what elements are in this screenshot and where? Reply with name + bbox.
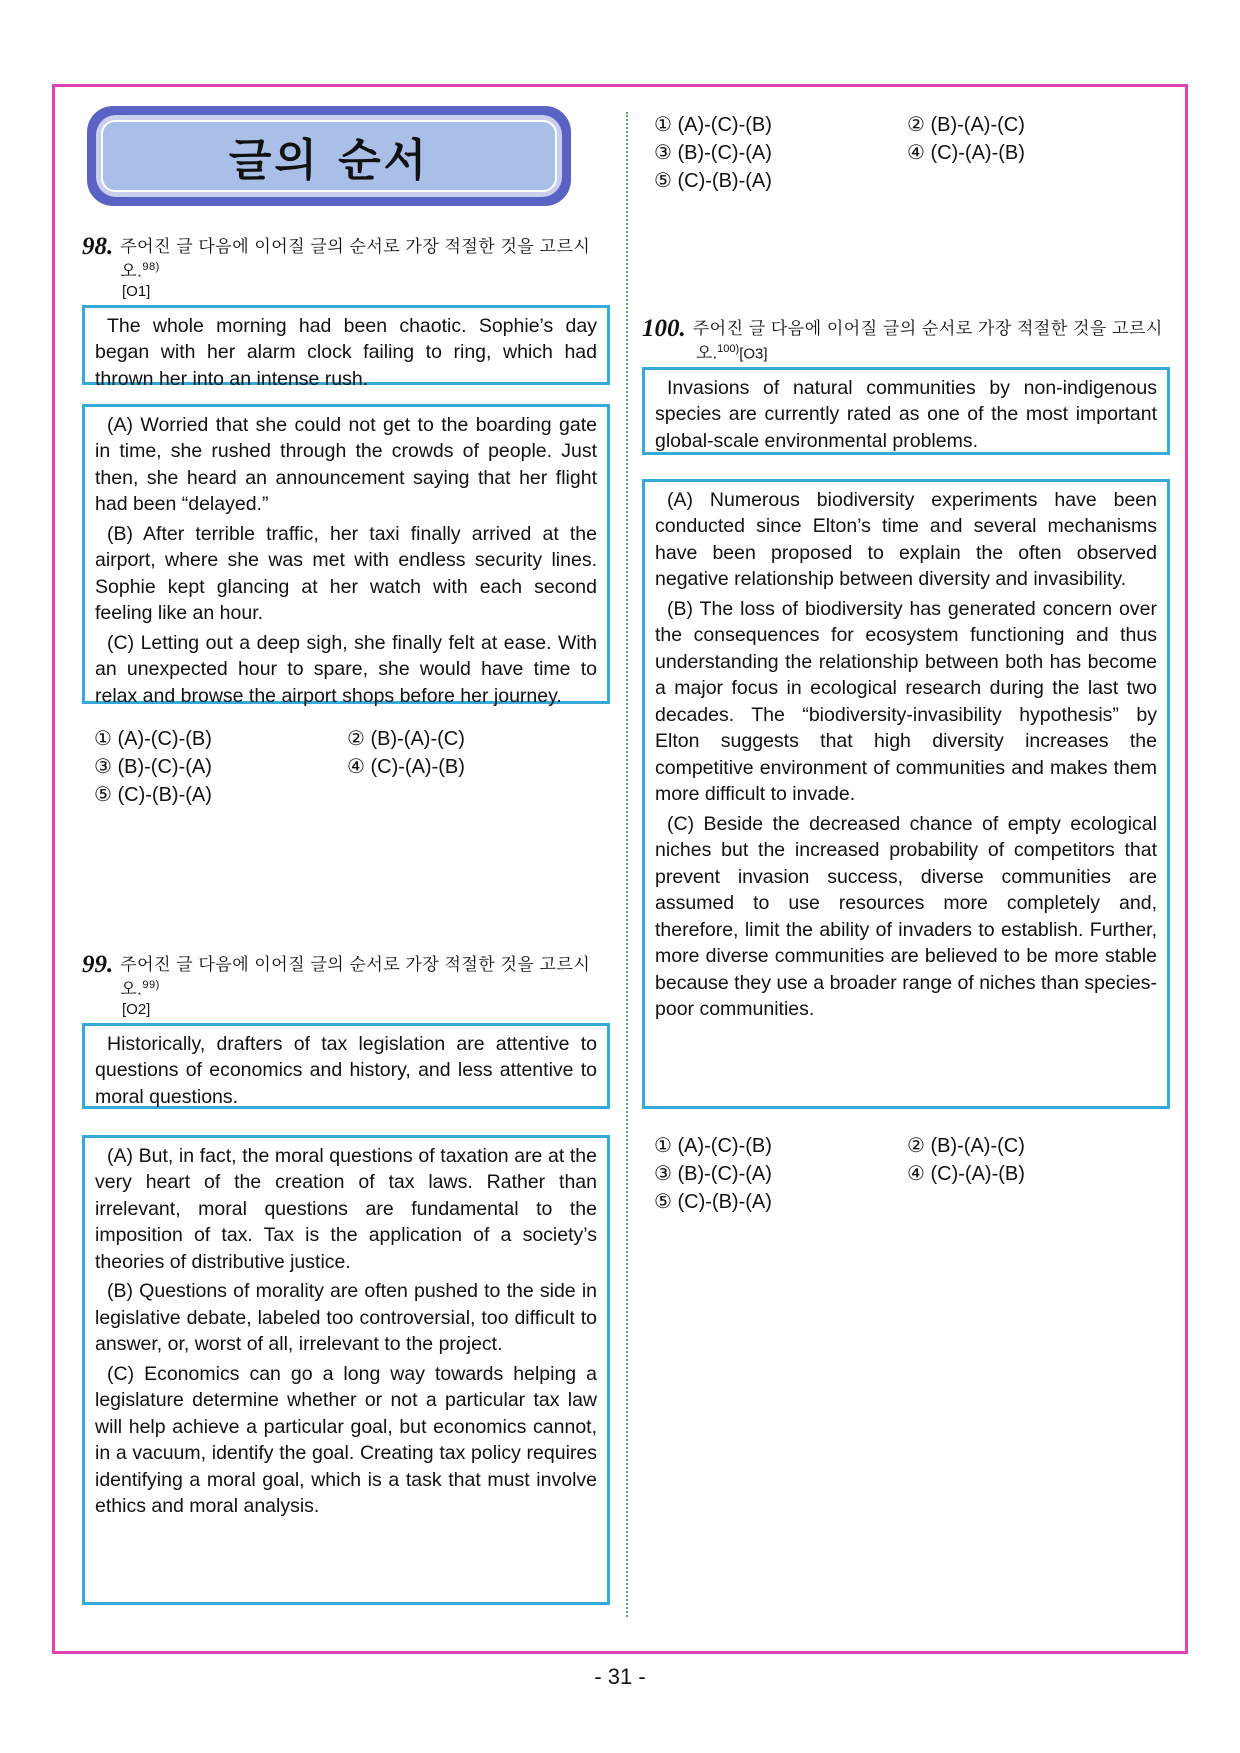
part-c: (C) Economics can go a long way towards helping a legislature determine whether or not a particular tax law will help achieve a particular goal, but economics cannot, in a vacuum, identify the goal. Creating tax policy requires identifying a moral goal, which is a task that must involve ethics and moral analysis. (95, 1362, 597, 1518)
question-number: 99. (82, 951, 114, 978)
choice-2[interactable]: ② (B)-(A)-(C) (907, 1134, 1025, 1157)
given-text: Historically, drafters of tax legislation are attentive to questions of economics and history, and less attentive to moral questions. (95, 1032, 597, 1108)
choice-3[interactable]: ③ (B)-(C)-(A) (94, 755, 212, 778)
left-column (82, 106, 610, 1518)
section-banner (87, 106, 571, 206)
answer-choices (642, 1133, 1170, 1215)
part-b: (B) After terrible traffic, her taxi finally arrived at the airport, where she was met with endless security lines. Sophie kept glancing at her watch with each second feeling like an hour. (95, 522, 597, 625)
section-title: 글의 순서 (228, 135, 430, 186)
choice-4[interactable]: ④ (C)-(A)-(B) (907, 142, 1025, 164)
part-b: (B) Questions of morality are often pushed to the side in legislative debate, labeled too controversial, too difficult to answer, or, worst of all, irrelevant to the project. (95, 1280, 597, 1356)
question-number: 100. (642, 315, 686, 342)
choice-3[interactable]: ③ (B)-(C)-(A) (654, 142, 772, 164)
part-a: (A) Numerous biodiversity experiments have been conducted since Elton’s time and several mechanisms have been proposed to explain the often observed negative relationship between diversity and invasibility. (655, 488, 1157, 591)
choice-4[interactable]: ④ (C)-(A)-(B) (347, 755, 465, 778)
question-code: [O1] (122, 282, 151, 300)
part-a: (A) But, in fact, the moral questions of taxation are at the very heart of the creation of tax laws. Rather than irrelevant, moral questions are fundamental to the imposition of tax. Tax is the application of a society’s theories of distributive justice. (95, 1144, 597, 1273)
given-passage (642, 367, 1170, 455)
right-column (642, 106, 1170, 1213)
question-code: [O2] (122, 1000, 151, 1018)
given-text: The whole morning had been chaotic. Sophie’s day began with her alarm clock failing to ring, which had thrown her into an intense rush. (95, 314, 597, 390)
column-divider (626, 112, 628, 1617)
given-passage (82, 1023, 610, 1109)
part-b: (B) The loss of biodiversity has generated concern over the consequences for ecosystem functioning and thus understanding the relationship between both has become a major focus in ecological research during the last two decades. The “biodiversity-invasibility hypothesis” by Elton suggests that high diversity increases the competitive environment of communities and makes them more difficult to invade. (655, 597, 1157, 806)
question-prompt: 주어진 글 다음에 이어질 글의 순서로 가장 적절한 것을 고르시오.$^{99)}$ (120, 955, 591, 999)
choice-1[interactable]: ① (A)-(C)-(B) (654, 1134, 772, 1157)
question-prompt-continued: 오.$^{100)}$[O3] (696, 343, 768, 363)
passage-parts (642, 479, 1170, 1109)
answer-choices-q99 (642, 112, 1170, 194)
given-passage (82, 305, 610, 390)
question-prompt: 주어진 글 다음에 이어질 글의 순서로 가장 적절한 것을 고르시오.$^{98)}$ (120, 237, 591, 281)
question-99 (82, 951, 610, 1605)
choice-5[interactable]: ⑤ (C)-(B)-(A) (654, 1190, 772, 1213)
passage-parts (82, 1135, 610, 1605)
choice-2[interactable]: ② (B)-(A)-(C) (907, 114, 1025, 136)
choice-5[interactable]: ⑤ (C)-(B)-(A) (654, 170, 772, 192)
choice-5[interactable]: ⑤ (C)-(B)-(A) (94, 783, 212, 806)
question-header (642, 315, 1170, 342)
given-text: Invasions of natural communities by non-indigenous species are currently rated as one of the most important global-scale environmental problems. (655, 376, 1157, 452)
choice-1[interactable]: ① (A)-(C)-(B) (94, 727, 212, 750)
choice-2[interactable]: ② (B)-(A)-(C) (347, 727, 465, 750)
question-prompt: 주어진 글 다음에 이어질 글의 순서로 가장 적절한 것을 고르시 (692, 319, 1163, 338)
question-header (82, 233, 610, 282)
part-c: (C) Letting out a deep sigh, she finally felt at ease. With an unexpected hour to spare, she would have time to relax and browse the airport shops before her journey. (95, 631, 597, 707)
part-a: (A) Worried that she could not get to the boarding gate in time, she rushed through the crowds of people. Just then, she heard an announcement saying that her flight had been “delayed.” (95, 413, 597, 516)
question-100 (642, 315, 1170, 1215)
page-number: - 31 - (594, 1664, 646, 1689)
footnote-ref: 100) (717, 343, 740, 355)
footnote-ref: 99) (142, 979, 160, 991)
part-c: (C) Beside the decreased chance of empty ecological niches but the increased probability of competitors that prevent invasion success, diverse communities are assumed to use resources more completely and, therefore, limit the ability of invaders to establish. Further, more diverse communities are believed to be more stable because they use a broader range of niches than species-poor communities. (655, 812, 1157, 1021)
footnote-ref: 98) (142, 261, 160, 273)
question-header (82, 951, 610, 1000)
choice-3[interactable]: ③ (B)-(C)-(A) (654, 1162, 772, 1185)
choice-4[interactable]: ④ (C)-(A)-(B) (907, 1162, 1025, 1185)
question-number: 98. (82, 233, 114, 260)
passage-parts (82, 404, 610, 707)
choice-1[interactable]: ① (A)-(C)-(B) (654, 114, 772, 136)
question-98 (82, 233, 610, 808)
answer-choices (82, 726, 610, 808)
question-code: [O3] (739, 345, 768, 363)
